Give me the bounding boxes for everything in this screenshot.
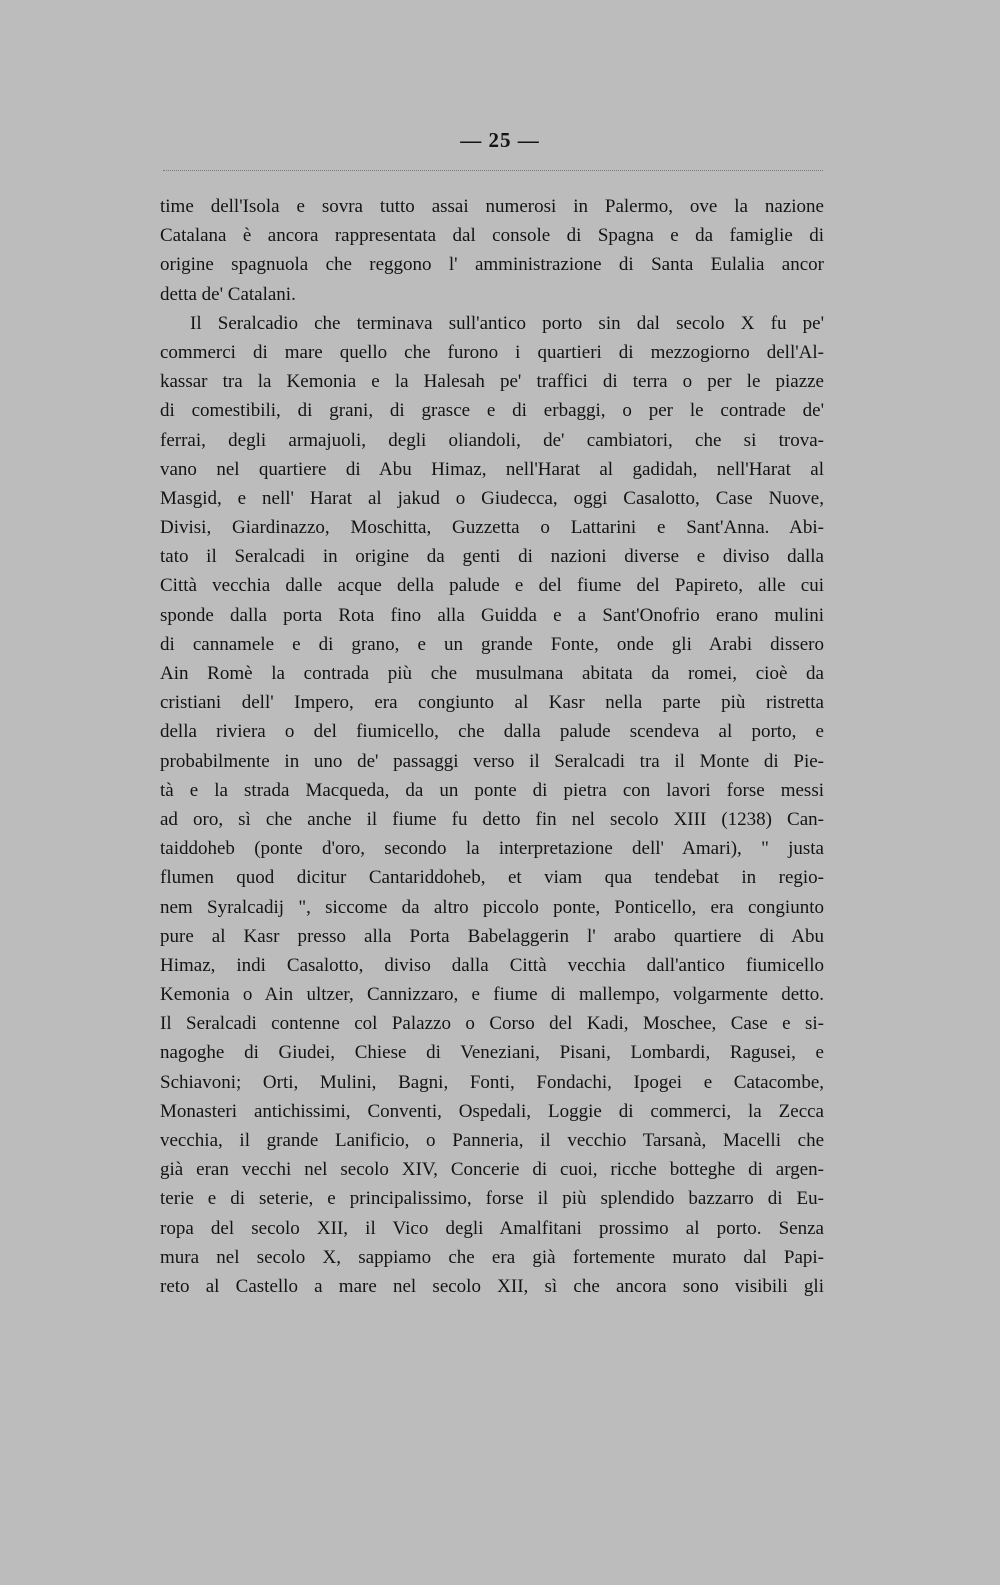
page-number: — 25 — [460, 128, 540, 152]
text-line: Il Seralcadi contenne col Palazzo o Corso del Kadi, Moschee, Case e si- [160, 1013, 824, 1035]
text-line: reto al Castello a mare nel secolo XII, sì che ancora sono visibili gli [160, 1275, 824, 1297]
text-line: detta de' Catalani. [160, 283, 296, 305]
text-line: taiddoheb (ponte d'oro, secondo la interpretazione dell' Amari), " justa [160, 838, 824, 860]
text-line: pure al Kasr presso alla Porta Babelaggerin l' arabo quartiere di Abu [160, 925, 824, 947]
text-line: vano nel quartiere di Abu Himaz, nell'Harat al gadidah, nell'Harat al [160, 458, 824, 480]
text-line: Il Seralcadio che terminava sull'antico porto sin dal secolo X fu pe' [190, 312, 824, 334]
text-line: cristiani dell' Impero, era congiunto al Kasr nella parte più ristretta [160, 692, 824, 714]
text-line: Kemonia o Ain ultzer, Cannizzaro, e fiume di mallempo, volgarmente detto. [160, 984, 824, 1006]
text-line: sponde dalla porta Rota fino alla Guidda e a Sant'Onofrio erano mulini [160, 604, 824, 626]
text-line: già eran vecchi nel secolo XIV, Concerie di cuoi, ricche botteghe di argen- [160, 1159, 824, 1181]
text-line: ferrai, degli armajuoli, degli oliandoli, de' cambiatori, che si trova- [160, 429, 824, 451]
text-line: Schiavoni; Orti, Mulini, Bagni, Fonti, Fondachi, Ipogei e Catacombe, [160, 1071, 824, 1093]
text-line: nem Syralcadij ", siccome da altro piccolo ponte, Ponticello, era congiunto [160, 896, 824, 918]
text-line: Masgid, e nell' Harat al jakud o Giudecca, oggi Casalotto, Case Nuove, [160, 487, 824, 509]
text-line: Divisi, Giardinazzo, Moschitta, Guzzetta o Lattarini e Sant'Anna. Abi- [160, 517, 824, 539]
text-line: della riviera o del fiumicello, che dalla palude scendeva al porto, e [160, 721, 824, 743]
text-line: probabilmente in uno de' passaggi verso il Seralcadi tra il Monte di Pie- [160, 750, 824, 772]
text-line: Himaz, indi Casalotto, diviso dalla Città vecchia dall'antico fiumicello [160, 954, 824, 976]
text-line: di cannamele e di grano, e un grande Fonte, onde gli Arabi dissero [160, 633, 824, 655]
text-line: vecchia, il grande Lanificio, o Panneria, il vecchio Tarsanà, Macelli che [160, 1130, 824, 1151]
text-line: commerci di mare quello che furono i quartieri di mezzogiorno dell'Al- [160, 341, 824, 363]
text-line: Città vecchia dalle acque della palude e del fiume del Papireto, alle cui [160, 575, 824, 597]
text-line: tà e la strada Macqueda, da un ponte di pietra con lavori forse messi [160, 779, 824, 801]
text-line: di comestibili, di grani, di grasce e di erbaggi, o per le contrade de' [160, 400, 824, 422]
text-line: nagoghe di Giudei, Chiese di Veneziani, Pisani, Lombardi, Ragusei, e [160, 1042, 824, 1064]
text-line: Ain Romè la contrada più che musulmana abitata da romei, cioè da [160, 663, 824, 684]
text-line: ropa del secolo XII, il Vico degli Amalfitani prossimo al porto. Senza [160, 1217, 824, 1239]
text-line: time dell'Isola e sovra tutto assai numerosi in Palermo, ove la nazione [160, 196, 824, 217]
text-line: ad oro, sì che anche il fiume fu detto fin nel secolo XIII (1238) Can- [160, 808, 824, 830]
body-text [160, 192, 824, 1301]
text-line: origine spagnuola che reggono l' amministrazione di Santa Eulalia ancor [160, 254, 824, 276]
text-line: mura nel secolo X, sappiamo che era già fortemente murato dal Papi- [160, 1246, 824, 1268]
text-line: flumen quod dicitur Cantariddoheb, et viam qua tendebat in regio- [160, 867, 824, 889]
text-line: Catalana è ancora rappresentata dal console di Spagna e da famiglie di [160, 225, 824, 247]
text-line: terie e di seterie, e principalissimo, forse il più splendido bazzarro di Eu- [160, 1188, 824, 1210]
header-rule [163, 170, 823, 171]
text-line: kassar tra la Kemonia e la Halesah pe' traffici di terra o per le piazze [160, 371, 824, 393]
text-line: tato il Seralcadi in origine da genti di nazioni diverse e diviso dalla [160, 546, 824, 568]
text-line: Monasteri antichissimi, Conventi, Ospedali, Loggie di commerci, la Zecca [160, 1100, 824, 1122]
